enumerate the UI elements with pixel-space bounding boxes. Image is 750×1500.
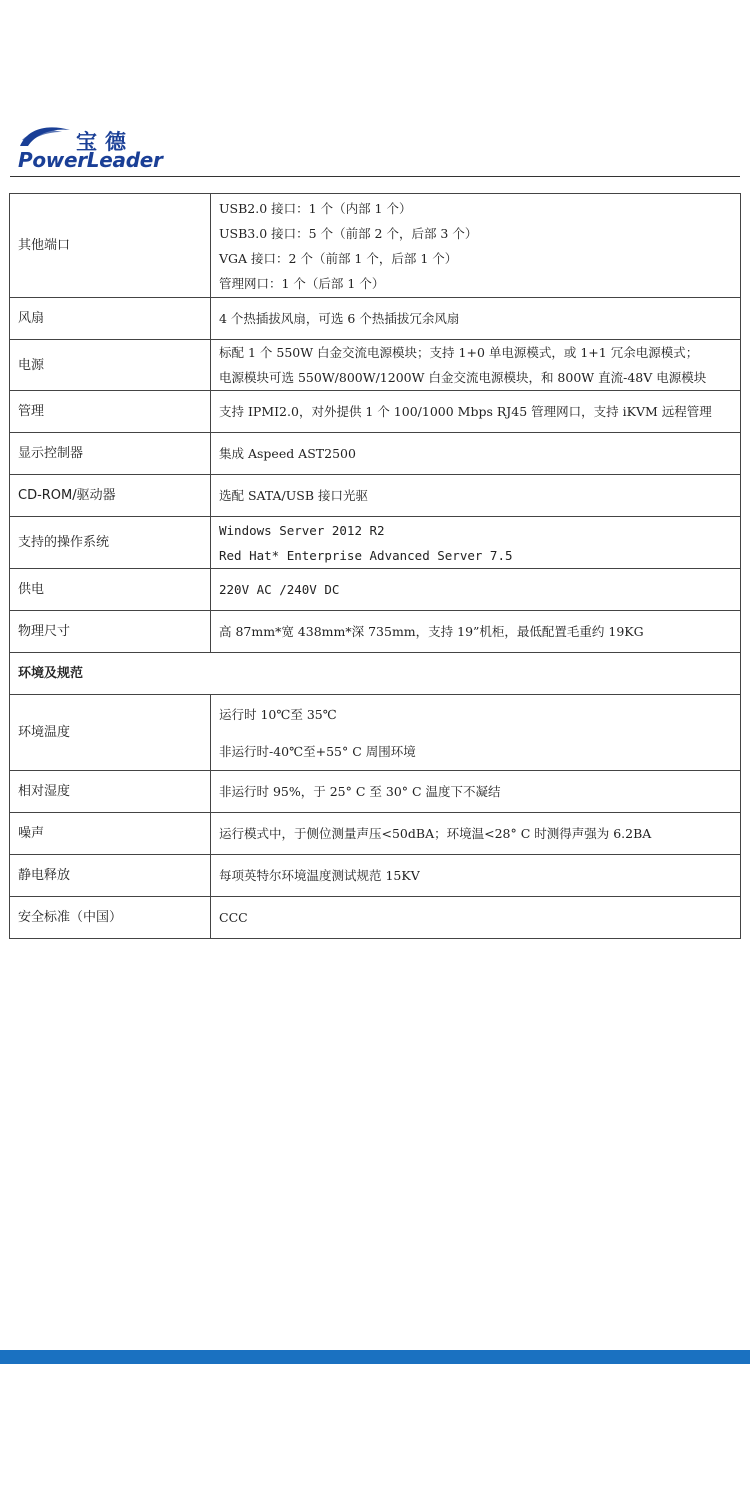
table-row bbox=[10, 433, 741, 475]
footer-color-bar bbox=[0, 1350, 750, 1364]
table-row bbox=[10, 611, 741, 653]
row-label: 噪声 bbox=[10, 813, 211, 855]
table-row bbox=[10, 475, 741, 517]
row-label: 管理 bbox=[10, 391, 211, 433]
row-value: 集成 Aspeed AST2500 bbox=[211, 433, 741, 475]
row-value: 高 87mm*宽 438mm*深 735mm，支持 19”机柜，最低配置毛重约 19KG bbox=[211, 611, 741, 653]
row-value bbox=[211, 194, 741, 298]
row-value: 4 个热插拔风扇，可选 6 个热插拔冗余风扇 bbox=[211, 298, 741, 340]
row-label: 供电 bbox=[10, 569, 211, 611]
table-row bbox=[10, 298, 741, 340]
value-line: 运行时 10℃至 35℃ bbox=[219, 706, 337, 722]
row-value: CCC bbox=[211, 897, 741, 939]
logo-english-text: PowerLeader bbox=[18, 148, 163, 172]
row-value: 每项英特尔环境温度测试规范 15KV bbox=[211, 855, 741, 897]
row-label: 电源 bbox=[10, 340, 211, 391]
row-value: 支持 IPMI2.0，对外提供 1 个 100/1000 Mbps RJ45 管理网口，支持 iKVM 远程管理 bbox=[211, 391, 741, 433]
table-row bbox=[10, 695, 741, 771]
row-value bbox=[211, 340, 741, 391]
row-value: 选配 SATA/USB 接口光驱 bbox=[211, 475, 741, 517]
table-row bbox=[10, 569, 741, 611]
section-row bbox=[10, 653, 741, 695]
value-line: VGA 接口：2 个（前部 1 个，后部 1 个） bbox=[219, 250, 458, 266]
value-line: Red Hat* Enterprise Advanced Server 7.5 bbox=[219, 547, 513, 563]
row-label: 风扇 bbox=[10, 298, 211, 340]
row-label: CD-ROM/驱动器 bbox=[10, 475, 211, 517]
table-row bbox=[10, 771, 741, 813]
row-label: 相对湿度 bbox=[10, 771, 211, 813]
row-label: 安全标准（中国） bbox=[10, 897, 211, 939]
table-row bbox=[10, 517, 741, 569]
table-row bbox=[10, 340, 741, 391]
powerleader-logo bbox=[18, 124, 168, 174]
row-label: 物理尺寸 bbox=[10, 611, 211, 653]
row-value: 220V AC /240V DC bbox=[211, 569, 741, 611]
row-label: 环境温度 bbox=[10, 695, 211, 771]
table-row bbox=[10, 897, 741, 939]
logo-chinese-text: 宝德 bbox=[76, 130, 134, 154]
value-line: USB3.0 接口：5 个（前部 2 个，后部 3 个） bbox=[219, 225, 478, 241]
row-label: 显示控制器 bbox=[10, 433, 211, 475]
value-line: 电源模块可选 550W/800W/1200W 白金交流电源模块，和 800W 直流-48V 电源模块 bbox=[219, 370, 707, 385]
spec-table bbox=[9, 193, 741, 939]
table-row bbox=[10, 813, 741, 855]
value-line: 非运行时-40℃至+55° C 周围环境 bbox=[219, 743, 416, 759]
value-line: 标配 1 个 550W 白金交流电源模块；支持 1+0 单电源模式，或 1+1 冗余电源模式； bbox=[219, 345, 699, 360]
value-line: 管理网口：1 个（后部 1 个） bbox=[219, 275, 385, 291]
row-value bbox=[211, 695, 741, 771]
header-divider bbox=[10, 176, 740, 177]
row-label: 其他端口 bbox=[10, 194, 211, 298]
value-line: USB2.0 接口：1 个（内部 1 个） bbox=[219, 200, 412, 216]
table-row bbox=[10, 855, 741, 897]
table-row bbox=[10, 391, 741, 433]
row-label: 静电释放 bbox=[10, 855, 211, 897]
table-row bbox=[10, 194, 741, 298]
row-label: 支持的操作系统 bbox=[10, 517, 211, 569]
value-line: Windows Server 2012 R2 bbox=[219, 522, 385, 538]
section-heading: 环境及规范 bbox=[10, 653, 741, 695]
row-value: 运行模式中，于侧位测量声压<50dBA；环境温<28° C 时测得声强为 6.2BA bbox=[211, 813, 741, 855]
row-value bbox=[211, 517, 741, 569]
row-value: 非运行时 95%，于 25° C 至 30° C 温度下不凝结 bbox=[211, 771, 741, 813]
